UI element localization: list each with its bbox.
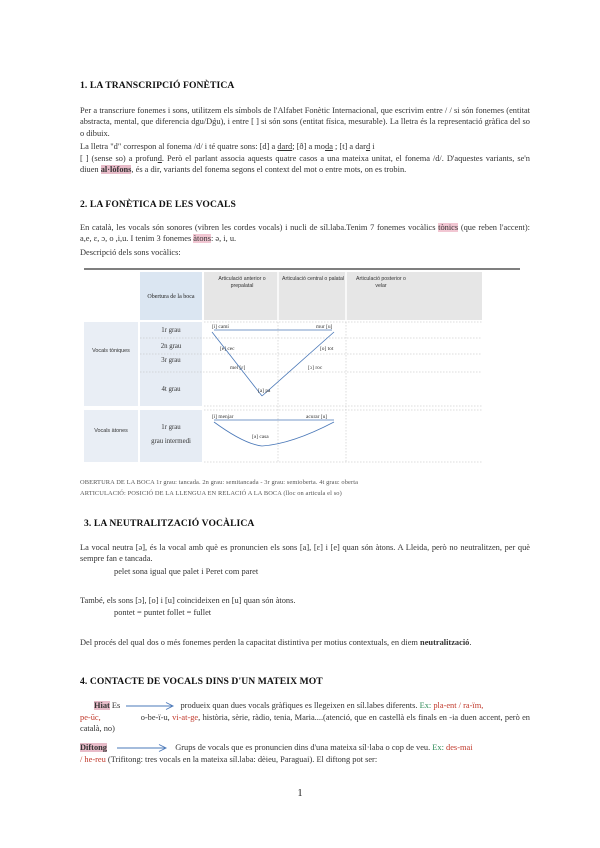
section-3-example2: pontet = puntet follet = fullet: [114, 608, 212, 617]
row-group-2-label: Vocals àtones: [94, 428, 128, 434]
hiat-arrow-icon: [122, 701, 178, 711]
hiat-line-1: Hiat Es produeix quan dues vocals gràfiques es llegeixen en síl.labes diferents. Ex: pla-ent / ra-ïm,: [94, 701, 484, 710]
toniques-highlight: tònics: [438, 223, 459, 232]
grade-2: 2n grau: [160, 343, 182, 350]
grade-atones-1: 1r grau: [161, 424, 181, 431]
row-group-1-label: Vocals tòniques: [92, 348, 130, 354]
grade-atones-intermediate: grau intermedi: [151, 438, 191, 445]
grade-1: 1r grau: [161, 327, 181, 334]
hiat-label: Hiat: [94, 701, 110, 710]
grade-4: 4t grau: [161, 386, 181, 393]
section-4-heading: 4. CONTACTE DE VOCALS DINS D'UN MATEIX MOT: [80, 676, 323, 687]
section-1-para1: Per a transcriure fonemes i sons, utilitzem els símbols de l'Alfabet Fonètic Internacional, que escrivim entre / / si són fonemes (entitat abstracta, mental, que diferencia dgu/Dǵu), i entre [ ] si són sons (entitat física, mesurable). La lletra és la representació gràfica del so o dibuix.: [80, 106, 530, 138]
caption-line-2: ARTICULACIÓ: POSICIÓ DE LA LLENGUA EN RELACIÓ A LA BOCA (lloc on articula el so): [80, 490, 342, 497]
section-1-paragraph: [80, 105, 530, 139]
vowel-open-e: mel [ɛ]: [230, 365, 246, 371]
vowel-atone-u: acurar [u]: [306, 414, 328, 420]
grade-3: 3r grau: [161, 357, 181, 364]
vowel-i: [i] camí: [212, 324, 229, 330]
section-3-heading: 3. LA NEUTRALITZACIÓ VOCÀLICA: [84, 518, 255, 529]
section-2-para2: Descripció dels sons vocàlics:: [80, 248, 181, 257]
vowel-chart-figure: [84, 268, 520, 468]
page-number: 1: [297, 788, 303, 799]
diftong-label: Diftong: [80, 743, 107, 752]
col-header-0: Obertura de la boca: [147, 294, 195, 300]
diftong-arrow-icon: [109, 743, 173, 753]
section-1-heading: 1. LA TRANSCRIPCIÓ FONÈTICA: [80, 80, 235, 91]
diftong-line-1: Diftong Grups de vocals que es pronuncien dins d'una mateixa síl·laba o cop de veu. Ex: des-mai: [80, 743, 473, 752]
col-header-1: Articulació anterior o prepalatal: [218, 276, 266, 289]
section-3-para2: També, els sons [ɔ], [o] i [u] coincideixen en [u] quan són àtons.: [80, 596, 296, 605]
hiat-line-2: pe-ūc, o-be-ï-u, vi-at-ge, història, sèrie, ràdio, tenia, Maria....(atenció, que en castellà els finals en -ia duen accent, però en català, no): [80, 713, 530, 734]
alofons-highlight: al·lòfons: [100, 165, 132, 175]
col-header-3: Articulació posterior o velar: [356, 276, 406, 289]
vowel-a: [a] pa: [258, 388, 271, 394]
section-2-para1: En català, les vocals són sonores (vibren les cordes vocals) i nucli de síl.laba.Tenim 7 fonemes vocàlics tònics (que reben l'accent): a,e, ɛ, ɔ, o ,i,u. I tenim 3 fonemes àtons: ə, i, u.: [80, 223, 530, 244]
section-3-para1: La vocal neutra [ə], és la vocal amb què es pronuncien els sons [a], [ɛ] i [e] quan són àtons. A Lleida, però no neutralitzen, per què sempre fan e tancada.: [80, 543, 530, 564]
section-1-para2: La lletra "d" correspon al fonema /d/ i té quatre sons: [d] a dard; [ð] a moda ; [t] a dard i: [80, 142, 375, 151]
caption-line-1: OBERTURA DE LA BOCA 1r grau: tancada. 2n grau: semitancada - 3r grau: semioberta. 4t grau: oberta: [80, 479, 359, 486]
col-header-2: Articulació central o palatal: [282, 276, 344, 282]
vowel-u: mur [u]: [316, 324, 333, 330]
vowel-atone-i: [i] menjar: [212, 414, 234, 420]
vowel-open-o: [ɔ] roc: [308, 365, 323, 371]
vowel-e: [e] cec: [220, 346, 235, 352]
section-2-heading: 2. LA FONÈTICA DE LES VOCALS: [80, 199, 236, 210]
vowel-schwa: [ə] casa: [252, 434, 269, 440]
section-3-para3: Del procés del qual dos o més fonemes perden la capacitat distintiva per motius contextuals, en diem neutralització.: [80, 638, 472, 647]
section-1-para3: [ ] (sense so) a profund. Però el parlant associa aquests quatre casos a una mateixa unitat, el fonema /d/. D'aquestes variants, se'n diuen al·lòfons, és a dir, variants del fonema segons el context del mot o entre mots, on es trobin.: [80, 154, 530, 175]
atons-highlight: àtons: [193, 234, 211, 244]
section-3-example1: pelet sona igual que palet i Peret com paret: [114, 567, 259, 576]
vowel-o: [o] tot: [320, 346, 334, 352]
diftong-line-2: / he-reu (Trifitong: tres vocals en la mateixa síl.laba: dèieu, Paraguai). El diftong pot ser:: [80, 755, 378, 764]
